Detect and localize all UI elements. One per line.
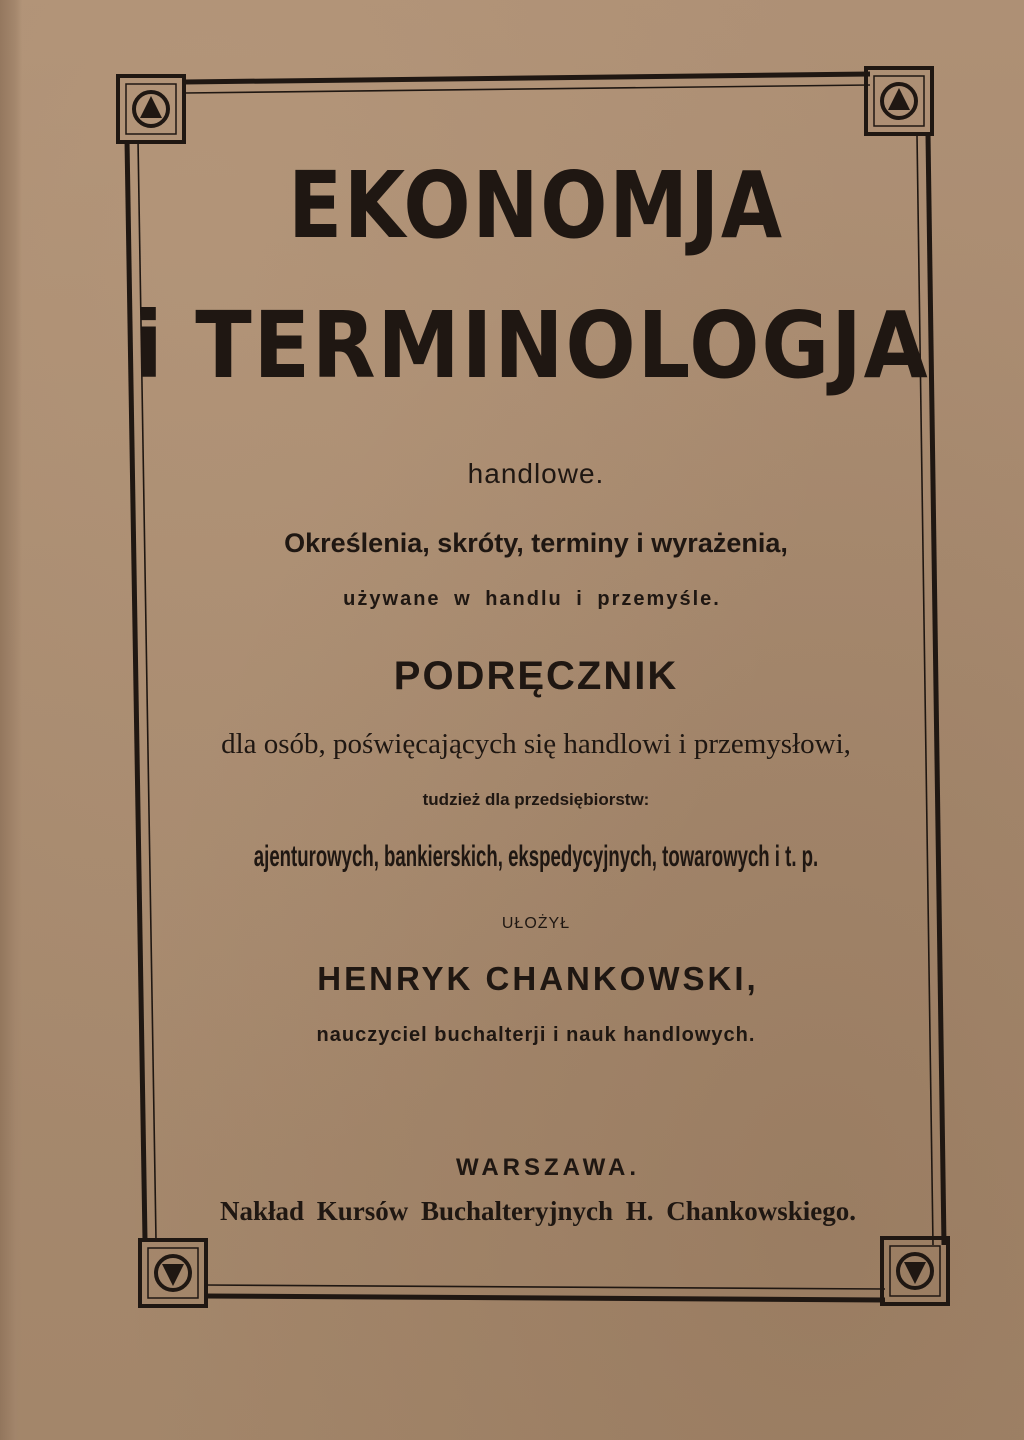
genre-label: PODRĘCZNIK <box>393 654 679 698</box>
corner-ornament-top-right <box>866 68 932 134</box>
title-line-2: i TERMINOLOGJA <box>134 292 930 399</box>
corner-ornament-bottom-left <box>140 1240 206 1306</box>
author-name: HENRYK CHANKOWSKI, <box>317 960 759 997</box>
description-line-1: Określenia, skróty, terminy i wyrażenia, <box>284 528 788 558</box>
publisher: Nakład Kursów Buchalteryjnych H. Chankowskiego. <box>219 1196 857 1226</box>
description-line-2: używane w handlu i przemyśle. <box>343 588 721 610</box>
audience-line-3: ajenturowych, bankierskich, ekspedycyjnych, towarowych i t. p. <box>253 840 819 873</box>
publication-city: WARSZAWA. <box>456 1154 640 1181</box>
compiled-by-label: UŁOŻYŁ <box>501 915 571 932</box>
audience-line-2: tudzież dla przedsiębiorstw: <box>422 790 650 809</box>
audience-line-1: dla osób, poświęcających się handlowi i przemysłowi, <box>221 728 851 760</box>
subtitle: handlowe. <box>467 458 605 489</box>
corner-ornament-top-left <box>118 76 184 142</box>
author-description: nauczyciel buchalterji i nauk handlowych. <box>316 1024 756 1046</box>
title-line-1: EKONOMJA <box>288 152 784 259</box>
corner-ornament-bottom-right <box>882 1238 948 1304</box>
